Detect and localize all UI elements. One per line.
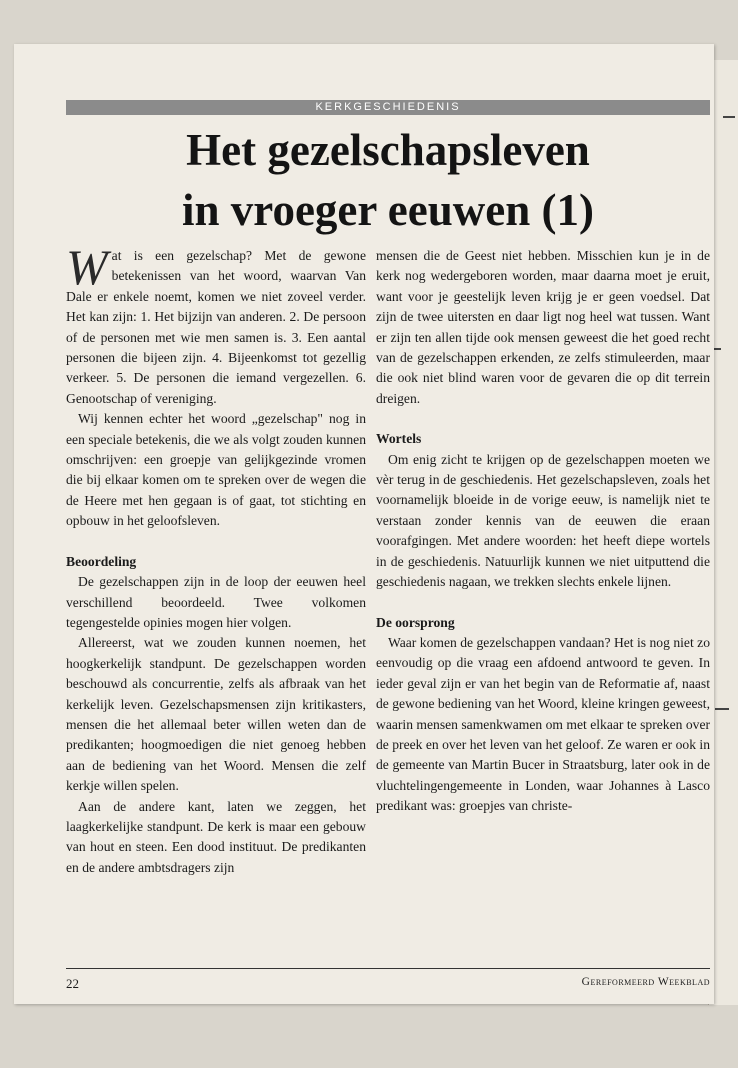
publication-name: Gereformeerd Weekblad (581, 976, 710, 988)
page-edge-mark (715, 708, 729, 710)
title-line-1: Het gezelschapsleven (186, 125, 590, 175)
body-paragraph: De gezelschappen zijn in de loop der eeuwen heel verschillend beoordeeld. Twee volkomen tegengestelde opinies mogen hier volgen. (66, 574, 366, 630)
body-paragraph: Wij kennen echter het woord „gezelschap" nog in een speciale betekenis, die we als volgt zouden kunnen omschrijven: een groepje van gelijkgezinde vromen die bij elkaar komen om te spreken over de wegen die de Heere met hen gegaan is of gaat, tot stichting en opbouw in het geloofsleven. (66, 411, 366, 529)
page-number: 22 (66, 976, 79, 991)
right-column (376, 246, 710, 817)
footer-rule (66, 968, 710, 969)
left-column (66, 239, 366, 878)
body-paragraph: Waar komen de gezelschappen vandaan? Het is nog niet zo eenvoudig op die vraag een afdoend antwoord te geven. In ieder geval zijn er van het begin van de Reformatie af, naast de gewone bediening van het Woord, kleine kringen geweest, waarin mensen samenkwamen om met elkaar te spreken over de preek en over het leven van het geloof. Ze waren er ook in de gemeente van Martin Bucer in Straatsburg, later ook in de vluchtelingengemeente in Londen, waar Johannes à Lasco predikant was: groepjes van christe- (376, 634, 710, 814)
section-heading: Beoordeling (66, 553, 137, 569)
magazine-page (14, 44, 714, 1004)
section-heading: Wortels (376, 431, 422, 447)
body-paragraph: Om enig zicht te krijgen op de gezelschappen moeten we vèr terug in de geschiedenis. Het gezelschapsleven, zoals het voornamelijk bloeide in de vorige eeuw, is namelijk niet te verstaan zonder kennis van de eeuwen die eraan voorafgingen. Met andere woorden: het heeft diepe wortels in de geschiedenis. Natuurlijk kunnen we niet uitputtend die geschiedenis nagaan, we trekken slechts enkele lijnen. (376, 451, 710, 590)
article-title (66, 120, 710, 240)
drop-cap: W (66, 239, 108, 295)
page-edge-mark (723, 116, 735, 118)
section-rubric: KERKGESCHIEDENIS (66, 100, 710, 115)
body-paragraph: mensen die de Geest niet hebben. Misschien kun je in de kerk nog wedergeboren worden, maar daarna moet je eruit, want voor je geestelijk leven krijg je er geen voedsel. Dat zijn de twee uitersten en daar ligt nog heel wat tussen. Want er zijn ten allen tijde ook mensen geweest die het goed recht van de gezelschappen erkenden, ze zelfs stimuleerden, maar die ook niet blind waren voor de gevaren die op dit terrein dreigen. (376, 248, 710, 406)
title-line-2: in vroeger eeuwen (1) (182, 185, 594, 235)
section-heading: De oorsprong (376, 614, 455, 630)
intro-paragraph: Wat is een gezelschap? Met de gewone betekenissen van het woord, waarvan Van Dale er enkele noemt, komen we niet zoveel verder. Het kan zijn: 1. Het bijzijn van anderen. 2. De persoon of de personen met wie men samen is. 3. Een aantal personen die bijeen zijn. 4. Bijeenkomst tot gezellig verkeer. 5. De personen die iemand vergezellen. 6. Genootschap of vereniging. (66, 239, 366, 406)
body-paragraph: Aan de andere kant, laten we zeggen, het laagkerkelijke standpunt. De kerk is maar een gebouw van hout en steen. Een dood instituut. De predikanten en de andere ambtsdragers zijn (66, 798, 366, 875)
body-paragraph: Allereerst, wat we zouden kunnen noemen, het hoogkerkelijk standpunt. De gezelschappen worden beschouwd als concurrentie, zelfs als afbraak van het kerkelijk leven. Gezelschapsmensen zijn kritikasters, mensen die het allemaal beter willen weten dan de predikanten; hoogmoedigen die niet genoeg hebben aan de bediening van het Woord. Mensen die zelf kerkje willen spelen. (66, 635, 366, 794)
